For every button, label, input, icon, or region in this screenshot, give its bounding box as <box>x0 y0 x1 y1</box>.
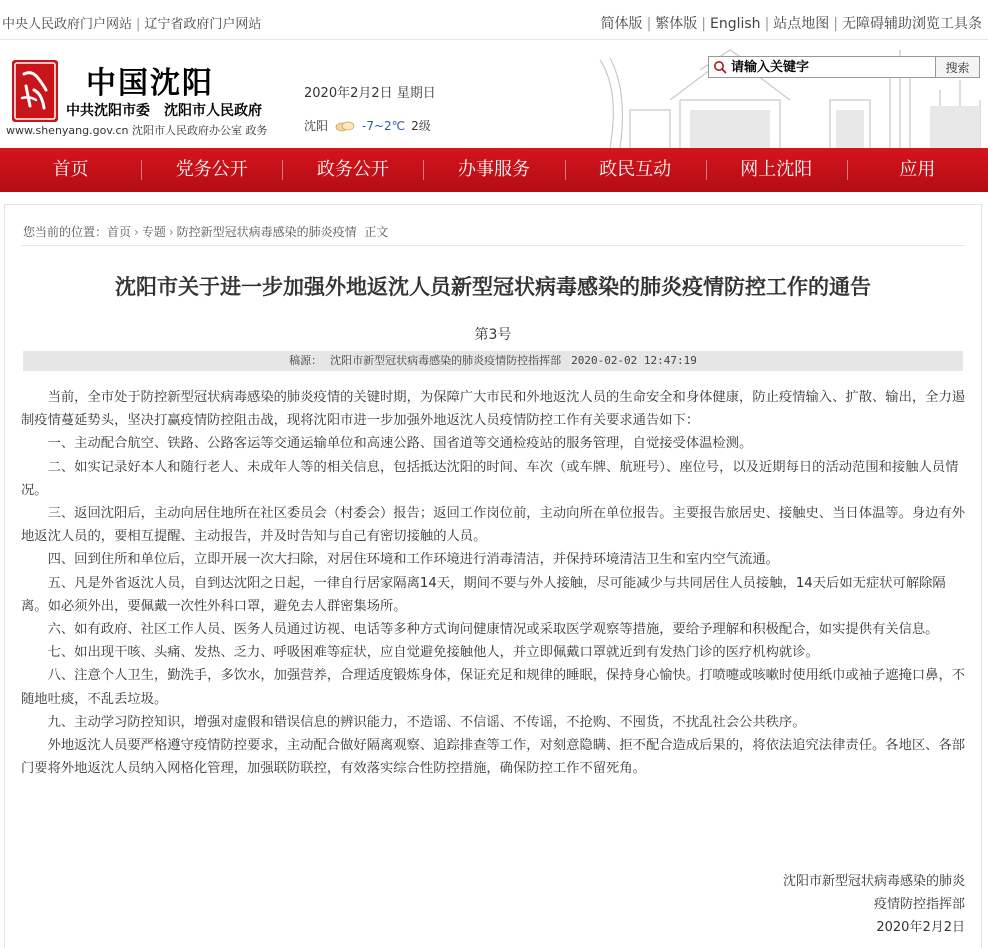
nav-item-party-affairs[interactable]: 党务公开 <box>141 148 282 192</box>
search-icon <box>713 60 727 74</box>
paragraph-item-9: 九、主动学习防控知识，增强对虚假和错误信息的辨识能力，不造谣、不信谣、不传谣，不抢购、不囤货，不扰乱社会公共秩序。 <box>47 714 806 730</box>
link-sitemap[interactable]: 站点地图 <box>773 16 830 32</box>
top-left-links <box>2 13 261 32</box>
shenyang-seal-icon <box>12 60 58 122</box>
site-header <box>0 40 988 148</box>
document-number: 第3号 <box>474 327 512 343</box>
signature-org-line2: 疫情防控指挥部 <box>873 897 965 912</box>
paragraph-item-3: 三、返回沈阳后，主动向居住地所在社区委员会（村委会）报告；返回工作岗位前，主动向所在单位报告。主要报告旅居史、接触史、当日体温等。身边有外地返沈人员的，要相互提醒、主动报告，并及时告知与自己有密切接触的人员。 <box>21 506 966 545</box>
source-label: 稿源： <box>289 354 323 367</box>
breadcrumb-current: 正文 <box>364 225 389 239</box>
signature-org-line1: 沈阳市新型冠状病毒感染的肺炎 <box>782 874 965 889</box>
link-central-gov[interactable]: 中央人民政府门户网站 <box>2 17 133 32</box>
signature-date: 2020年2月2日 <box>876 920 965 935</box>
article-body <box>21 386 967 780</box>
chevron-right-icon: › <box>168 225 174 239</box>
cloudy-icon <box>334 120 356 132</box>
search-box <box>708 56 980 78</box>
site-subtitle: 中共沈阳市委 沈阳市人民政府 <box>66 103 262 119</box>
link-separator: | <box>701 16 706 32</box>
current-date: 2020年2月2日 星期日 <box>304 86 436 101</box>
paragraph-item-8: 八、注意个人卫生，勤洗手，多饮水，加强营养，合理适度锻炼身体，保证充足和规律的睡眠，保持身心愉快。打喷嚏或咳嗽时使用纸巾或袖子遮掩口鼻，不随地吐痰，不乱丢垃圾。 <box>21 668 966 707</box>
nav-item-gov-affairs[interactable]: 政务公开 <box>282 148 423 192</box>
paragraph-item-1: 一、主动配合航空、铁路、公路客运等交通运输单位和高速公路、国省道等交通检疫站的服务管理，自觉接受体温检测。 <box>47 436 753 452</box>
breadcrumb-prefix: 您当前的位置： <box>23 225 108 239</box>
chevron-right-icon: › <box>134 225 139 239</box>
link-separator: | <box>833 16 838 32</box>
search-button[interactable]: 搜索 <box>935 57 979 77</box>
link-accessibility[interactable]: 无障碍辅助浏览工具条 <box>842 16 982 32</box>
top-right-links <box>601 13 982 33</box>
breadcrumb-divider <box>21 245 965 246</box>
weather-wind: 2级 <box>411 119 431 133</box>
nav-item-services[interactable]: 办事服务 <box>423 148 564 192</box>
link-traditional[interactable]: 繁体版 <box>655 16 698 32</box>
link-separator: | <box>646 16 652 32</box>
paragraph-item-5: 五、凡是外省返沈人员，自到达沈阳之日起，一律自行居家隔离14天，期间不要与外人接触，尽可能减少与共同居住人员接触，14天后如无症状可解除隔离。如必须外出，要佩戴一次性外科口罩，避免去人群密集场所。 <box>21 575 946 614</box>
weather-widget <box>304 117 431 134</box>
nav-item-interaction[interactable]: 政民互动 <box>565 148 706 192</box>
site-name: 中国沈阳 <box>86 66 214 101</box>
paragraph-closing: 外地返沈人员要严格遵守疫情防控要求，主动配合做好隔离观察、追踪排查等工作，对刻意隐瞒、拒不配合造成后果的，将依法追究法律责任。各地区、各部门要将外地返沈人员纳入网格化管理，加强联防联控，有效落实综合性防控措施，确保防控工作不留死角。 <box>21 738 966 777</box>
site-logo[interactable] <box>12 60 58 122</box>
main-nav <box>0 148 988 192</box>
article-signature <box>783 870 965 939</box>
link-separator: | <box>136 17 141 32</box>
paragraph-item-2: 二、如实记录好本人和随行老人、未成年人等的相关信息，包括抵达沈阳的时间、车次（或车牌、航班号）、座位号，以及近期每日的活动范围和接触人员情况。 <box>21 459 959 498</box>
paragraph-item-7: 七、如出现干咳、头痛、发热、乏力、呼吸困难等症状，应自觉避免接触他人，并立即佩戴口罩就近到有发热门诊的医疗机构就诊。 <box>47 645 819 661</box>
top-link-bar <box>0 0 988 40</box>
site-url: www.shenyang.gov.cn 沈阳市人民政府办公室 政务 <box>6 124 268 137</box>
breadcrumb-epidemic[interactable]: 防控新型冠状病毒感染的肺炎疫情 <box>176 225 357 239</box>
weather-temp: -7~2℃ <box>362 118 406 133</box>
nav-item-home[interactable]: 首页 <box>52 159 89 180</box>
nav-item-online-shenyang[interactable]: 网上沈阳 <box>706 148 847 192</box>
article-panel <box>4 204 982 948</box>
search-input[interactable] <box>731 58 931 76</box>
paragraph-intro: 当前，全市处于防控新型冠状病毒感染的肺炎疫情的关键时期，为保障广大市民和外地返沈人员的生命安全和身体健康，防止疫情输入、扩散、输出，全力遏制疫情蔓延势头，坚决打赢疫情防控阻击战，现将沈阳市进一步加强外地返沈人员疫情防控工作有关要求通告如下： <box>21 390 966 429</box>
article-meta-bar <box>23 351 963 371</box>
article-source: 沈阳市新型冠状病毒感染的肺炎疫情防控指挥部 <box>330 354 562 367</box>
paragraph-item-6: 六、如有政府、社区工作人员、医务人员通过访视、电话等多种方式询问健康情况或采取医学观察等措施，要给予理解和积极配合，如实提供有关信息。 <box>47 622 939 638</box>
link-separator: | <box>764 16 770 32</box>
paragraph-item-4: 四、回到住所和单位后，立即开展一次大扫除，对居住环境和工作环境进行消毒清洁，并保持环境清洁卫生和室内空气流通。 <box>47 552 779 568</box>
breadcrumb <box>23 223 388 240</box>
link-liaoning-gov[interactable]: 辽宁省政府门户网站 <box>144 17 262 32</box>
weather-city: 沈阳 <box>304 119 329 133</box>
article-title: 沈阳市关于进一步加强外地返沈人员新型冠状病毒感染的肺炎疫情防控工作的通告 <box>115 275 871 299</box>
nav-item-apps[interactable]: 应用 <box>847 148 988 192</box>
publish-time: 2020-02-02 12:47:19 <box>571 354 697 367</box>
link-english[interactable]: English <box>710 16 761 32</box>
breadcrumb-topic[interactable]: 专题 <box>141 225 166 239</box>
breadcrumb-home[interactable]: 首页 <box>107 225 132 239</box>
link-simplified[interactable]: 简体版 <box>600 16 643 32</box>
